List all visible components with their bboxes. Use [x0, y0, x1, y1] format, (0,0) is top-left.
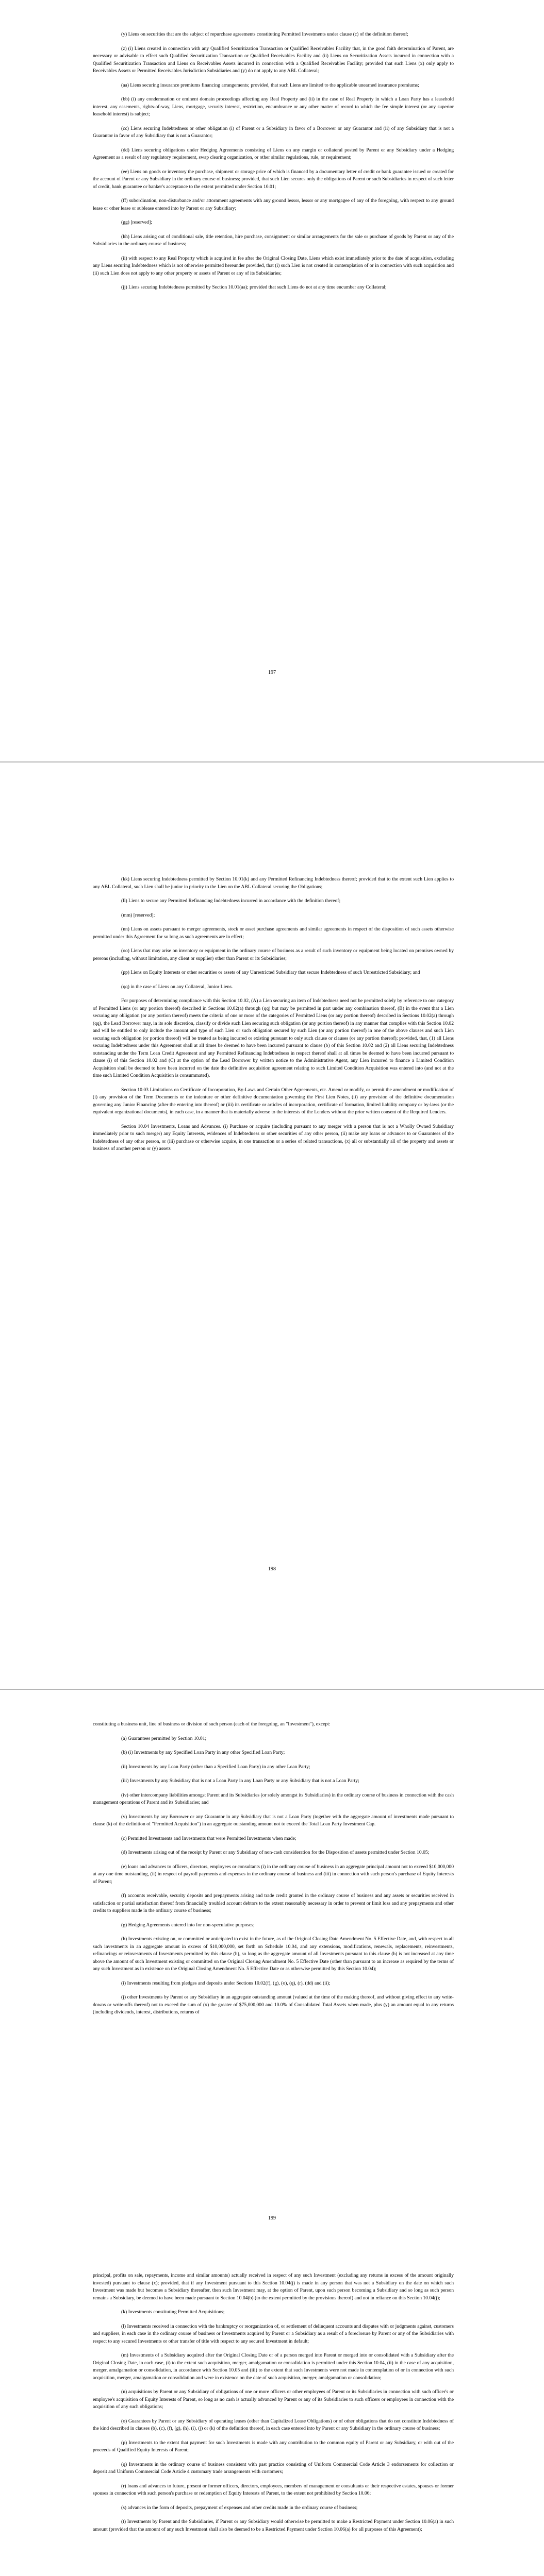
paragraph: (jj) Liens securing Indebtedness permitted by Section 10.01(aa); provided that such Liens do not at any time encumber any Collateral; [121, 284, 387, 290]
paragraph: (hh) Liens arising out of conditional sale, title retention, hire purchase, consignment or similar arrangements for the sale or purchase of goods by Parent or any of the Subsidiaries in the ordinary course of business; [93, 233, 454, 247]
paragraph: (n) acquisitions by Parent or any Subsidiary of obligations of one or more officers or other employees of Parent or its Subsidiaries in connection with such officer's or employee's acquisition of Equity Interests of Parent, so long as no cash is actually advanced by Parent or any of its Subsidiaries to such officers or employees in connection with the acquisition of any such obligations; [93, 2389, 454, 2410]
paragraph: (ff) subordination, non-disturbance and/or attornment agreements with any ground lessor, lessor or any mortgagee of any of the foregoing, with respect to any ground lease or other lease or sublease entered into by Parent or any Subsidiary; [93, 198, 454, 211]
paragraph: (qq) in the case of Liens on any Collateral, Junior Liens. [121, 984, 233, 990]
paragraph: (nn) Liens on assets pursuant to merger agreements, stock or asset purchase agreements and similar agreements in respect of the disposition of such assets otherwise permitted under this Agreement for so long as such agreements are in effect; [93, 926, 454, 940]
paragraph: (ii) Investments by any Loan Party (other than a Specified Loan Party) in any other Loan Party; [121, 1764, 310, 1770]
page-number: 199 [268, 2215, 276, 2221]
page-197 [0, 0, 544, 762]
paragraph: (o) Guarantees by Parent or any Subsidiary of operating leases (other than Capitalized Lease Obligations) or of other obligations that do not constitute Indebtedness of the kind described in clauses (b), (c), (f), (g), (h), (i), (j) or (k) of the definition thereof, in each case entered into by Parent or any Subsidiary in the ordinary course of business; [93, 2418, 454, 2431]
paragraph: (f) accounts receivable, security deposits and prepayments arising and trade credit granted in the ordinary course of business and any assets or securities received in satisfaction or partial satisfaction thereof from financially troubled account debtors to the extent reasonably necessary in order to prevent or limit loss and any prepayments and other credits to suppliers made in the ordinary course of business; [93, 1893, 454, 1913]
paragraph: (iv) other intercompany liabilities amongst Parent and its Subsidiaries (or solely amongst its Subsidiaries) in the ordinary course of business in connection with the cash management operations of Parent and its Subsidiaries; and [93, 1792, 454, 1805]
paragraph: constituting a business unit, line of business or division of such person (each of the foregoing, an "Investment"), except: [93, 1721, 331, 1727]
paragraph: (oo) Liens that may arise on inventory or equipment in the ordinary course of business as a result of such inventory or equipment being located on premises owned by persons (including, without limitation, any client or supplier) other than Parent or its Subsidiaries; [93, 948, 454, 961]
paragraph: (cc) Liens securing Indebtedness or other obligation (i) of Parent or a Subsidiary in favor of a Borrower or any Guarantor and (ii) of any Subsidiary that is not a Guarantor in favor of any Subsidiary that is not a Guarantor; [93, 125, 454, 139]
page-197-body [93, 31, 454, 298]
paragraph: (y) Liens on securities that are the subject of repurchase agreements constituting Permitted Investments under clause (c) of the definition thereof; [121, 31, 408, 37]
paragraph: (pp) Liens on Equity Interests or other securities or assets of any Unrestricted Subsidiary that secure Indebtedness of such Unrestricted Subsidiary; and [121, 970, 420, 975]
page-number: 198 [268, 1566, 276, 1572]
paragraph: (m) Investments of a Subsidiary acquired after the Original Closing Date or of a person merged into Parent or merged into or consolidated with a Subsidiary after the Original Closing Date, in each case, (i) to the extent such acquisition, merger, amalgamation or consolidation is permitted under this Section 10.04, (ii) in the case of any acquisition, merger, amalgamation or consolidation, in accordance with Section 10.05 and (iii) to the extent that such Investments were not made in contemplation of or in connection with such acquisition, merger, amalgamation or consolidation and were in existence on the date of such acquisition, merger, amalgamation or consolidation; [93, 2352, 454, 2381]
paragraph: For purposes of determining compliance with this Section 10.02, (A) a Lien securing an item of Indebtedness need not be permitted solely by reference to one category of Permitted Liens (or any portion thereof) described in Sections 10.02(a) through (qq) but may be permitted in part under any combination thereof, (B) in the event that a Lien securing any obligation (or any portion thereof) meets the criteria of one or more of the categories of Permitted Liens (or any portion thereof) described in Sections 10.02(a) through (qq), the Lead Borrower may, in its sole discretion, classify or divide such Lien securing such obligation (or any portion thereof) in any manner that complies with this Section 10.02 and will be entitled to only include the amount and type of such Lien or such obligation secured by such Lien (or any portion thereof) in one of the above clauses and such Lien securing such obligation (or portion thereof) will be treated as being incurred or existing pursuant to only such clause or clauses (or any portion thereof); provided, that, (1) all Liens securing Indebtedness under this Agreement shall at all times be deemed to have been incurred pursuant to clause (b) of this Section 10.02 and (2) all Liens securing Indebtedness outstanding under the Term Loan Credit Agreement and any Permitted Refinancing Indebtedness in respect thereof shall at all times be deemed to have been incurred pursuant to clause (i) of this Section 10.02 and (C) at the option of the Lead Borrower by written notice to the Administrative Agent, any Lien incurred to finance a Limited Condition Acquisition shall be deemed to have been incurred on the date the definitive acquisition agreement relating to such Limited Condition Acquisition was entered into (and not at the time such Limited Condition Acquisition is consummated). [93, 998, 454, 1078]
page-198 [0, 762, 544, 1690]
paragraph: (h) Investments existing on, or committed or anticipated to exist in the future, as of the Original Closing Date Amendment No. 5 Effective Date, and, with respect to all such investments in an aggregate amount in excess of $10,000,000, set forth on Schedule 10.04, and any extensions, modifications, renewals, replacements, reinvestments, refinancings or reinvestments of Investments permitted by this clause (h), so long as the aggregate amount of all Investments pursuant to this clause (h) is not increased at any time above the amount of such Investment existing or committed on the Original Closing Amendment No. 5 Effective Date (other than pursuant to an increase as required by the terms of any such Investment as in existence on the Original Closing Amendment No. 5 Effective Date or as otherwise permitted by this Section 10.04); [93, 1936, 454, 1972]
paragraph: (b) (i) Investments by any Specified Loan Party in any other Specified Loan Party; [121, 1750, 285, 1755]
paragraph: (gg) [reserved]; [121, 219, 152, 225]
page-number: 197 [268, 670, 276, 675]
page-200-body [93, 2272, 454, 2540]
paragraph: (q) Investments in the ordinary course of business consistent with past practice consisting of Uniform Commercial Code Article 3 endorsements for collection or deposit and Uniform Commercial Code Article 4 customary trade arrangements with customers; [93, 2461, 454, 2475]
paragraph: (i) Investments resulting from pledges and deposits under Sections 10.02(f), (g), (o), (q), (r), (dd) and (ii); [121, 1980, 331, 1986]
paragraph: principal, profits on sale, repayments, income and similar amounts) actually received in respect of any such Investment (excluding any returns in excess of the amount originally invested) pursuant to clause (x); provided, that if any Investment pursuant to this Section 10.04(j) is made in any person that was not a Subsidiary on the date on which such Investment was made but becomes a Subsidiary thereafter, then such Investment may, at the option of Parent, upon such person becoming a Subsidiary and so long as such person remains a Subsidiary, be deemed to have been made pursuant to Section 10.04(b) (to the extent permitted by the provisions thereof) and not in reliance on this Section 10.04(j); [93, 2273, 454, 2301]
paragraph: (g) Hedging Agreements entered into for non-speculative purposes; [121, 1922, 255, 1928]
paragraph: (r) loans and advances to future, present or former officers, directors, employees, members of management or consultants or their respective estates, spouses or former spouses in connection with such person's purchase or redemption of Equity Interests of Parent, to the extent not prohibited by Section 10.06; [93, 2483, 454, 2496]
paragraph: (e) loans and advances to officers, directors, employees or consultants (i) in the ordinary course of business in an aggregate principal amount not to exceed $10,000,000 at any one time outstanding, (ii) in respect of payroll payments and expenses in the ordinary course of business and (iii) in connection with such person's purchase of Equity Interests of Parent; [93, 1863, 454, 1885]
paragraph: (ee) Liens on goods or inventory the purchase, shipment or storage price of which is financed by a documentary letter of credit or bank guarantee issued or created for the account of Parent or any Subsidiary in the ordinary course of business; provided, that such Lien secures only the obligations of Parent or such Subsidiaries in respect of such letter of credit, bank guarantee or banker's acceptance to the extent permitted under Section 10.01; [93, 168, 454, 190]
paragraph: (k) Investments constituting Permitted Acquisitions; [121, 2309, 225, 2315]
paragraph: (p) Investments to the extent that payment for such Investments is made with any contribution to the common equity of Parent or any Subsidiary, or with out of the proceeds of Qualified Equity Interests of Parent; [93, 2439, 454, 2453]
page-198-body [93, 876, 454, 1160]
paragraph: (aa) Liens securing insurance premiums financing arrangements; provided, that such Liens are limited to the applicable unearned insurance premiums; [121, 82, 419, 88]
paragraph: (iii) Investments by any Subsidiary that is not a Loan Party in any Loan Party or any Subsidiary that is not a Loan Party; [121, 1778, 359, 1784]
paragraph: (l) Investments received in connection with the bankruptcy or reorganization of, or settlement of delinquent accounts and disputes with or judgments against, customers and suppliers, in each case in the ordinary course of business or Investments acquired by Parent or a Subsidiary as a result of a foreclosure by Parent or any of the Subsidiaries with respect to any secured Investments or other transfer of title with respect to any secured Investment in default; [93, 2323, 454, 2344]
paragraph: (v) Investments by any Borrower or any Guarantor in any Subsidiary that is not a Loan Party (together with the aggregate amount of investments made pursuant to clause (k) of the definition of "Permitted Acquisition") in an aggregate outstanding amount not to exceed the Total Loan Party Investment Cap. [93, 1814, 454, 1827]
paragraph: Section 10.03 Limitations on Certificate of Incorporation, By-Laws and Certain Other Agreements, etc. Amend or modify, or permit the amendment or modification of (i) any provision of the Term Documents or the indenture or other definitive documentation governing the First Lien Notes, (ii) any provision of the definitive documentation governing any Junior Financing (after the entering into thereof) or (iii) its certificate or articles of incorporation, certificate of formation, limited liability company or by-laws (or the equivalent organizational documents), in each case, in a manner that is materially adverse to the interests of the Lenders without the prior written consent of the Required Lenders. [93, 1087, 454, 1115]
paragraph: (mm) [reserved]; [121, 912, 155, 918]
paragraph: (d) Investments arising out of the receipt by Parent or any Subsidiary of non-cash consideration for the Disposition of assets permitted under Section 10.05; [121, 1850, 430, 1855]
paragraph: (ii) with respect to any Real Property which is acquired in fee after the Original Closing Date, Liens which exist immediately prior to the date of acquisition, excluding any Liens securing Indebtedness which is not otherwise permitted hereunder provided, that (i) such Lien is not created in contemplation of or in connection with such acquisition and (ii) such Lien does not apply to any other property or assets of Parent or any of its Subsidiaries; [93, 255, 454, 276]
paragraph: (bb) (i) any condemnation or eminent domain proceedings affecting any Real Property and (ii) in the case of Real Property in which a Loan Party has a leasehold interest, any easements, rights-of-way, Liens, mortgage, security interest, restriction, encumbrance or any other matter of record to which the fee simple interest (or any superior leasehold interest) is subject; [93, 96, 454, 117]
paragraph: (s) advances in the form of deposits, prepayment of expenses and other credits made in the ordinary course of business; [121, 2504, 358, 2511]
paragraph: (dd) Liens securing obligations under Hedging Agreements consisting of Liens on any margin or collateral posted by Parent or any Subsidiary under a Hedging Agreement as a result of any regulatory requirement, swap clearing organization, or other similar regulations, rule, or requirement; [93, 147, 454, 160]
page-199-body [93, 1721, 454, 2023]
paragraph: (ll) Liens to secure any Permitted Refinancing Indebtedness incurred in accordance with the definition thereof; [121, 898, 341, 904]
page-199-200 [0, 1690, 544, 2576]
paragraph: (a) Guarantees permitted by Section 10.01; [121, 1735, 207, 1741]
paragraph: (kk) Liens securing Indebtedness permitted by Section 10.01(k) and any Permitted Refinancing Indebtedness thereof; provided that to the extent such Lien applies to any ABL Collateral, such Lien shall be junior in priority to the Lien on the ABL Collateral securing the Obligations; [93, 876, 454, 890]
paragraph: (j) other Investments by Parent or any Subsidiary in an aggregate outstanding amount (valued at the time of the making thereof, and without giving effect to any write-downs or write-offs thereof) not to exceed the sum of (x) the greater of $75,000,000 and 10.0% of Consolidated Total Assets when made, plus (y) an amount equal to any returns (including dividends, interest, distributions, returns of [93, 1994, 454, 2015]
paragraph: (t) Investments by Parent and the Subsidiaries, if Parent or any Subsidiary would otherwise be permitted to make a Restricted Payment under Section 10.06(a) in such amount (provided that the amount of any such Investment shall also be deemed to be a Restricted Payment under Section 10.06(a) for all purposes of this Agreement); [93, 2519, 454, 2532]
paragraph: (z) (i) Liens created in connection with any Qualified Securitization Transaction or Qualified Receivables Facility that, in the good faith determination of Parent, are necessary or advisable to effect such Qualified Securitization Transaction or Qualified Receivables Facility and (ii) Liens on Securitization Assets incurred in connection with a Qualified Securitization Transaction and Liens on Receivables Assets incurred in connection with a Qualified Receivables Facility; provided that such Liens (x) only apply to Receivables Assets or Permitted Receivables Jurisdiction Subsidiaries and (y) do not apply to any ABL Collateral; [93, 45, 454, 74]
paragraph: Section 10.04 Investments, Loans and Advances. (i) Purchase or acquire (including pursuant to any merger with a person that is not a Wholly Owned Subsidiary immediately prior to such merger) any Equity Interests, evidences of Indebtedness or other securities of any other person, (ii) make any loans or advances to or Guarantees of the Indebtedness of any other person, or (iii) purchase or otherwise acquire, in one transaction or a series of related transactions, (x) all or substantially all of the property and assets or business of another person or (y) assets [93, 1123, 454, 1151]
paragraph: (c) Permitted Investments and Investments that were Permitted Investments when made; [121, 1835, 296, 1841]
